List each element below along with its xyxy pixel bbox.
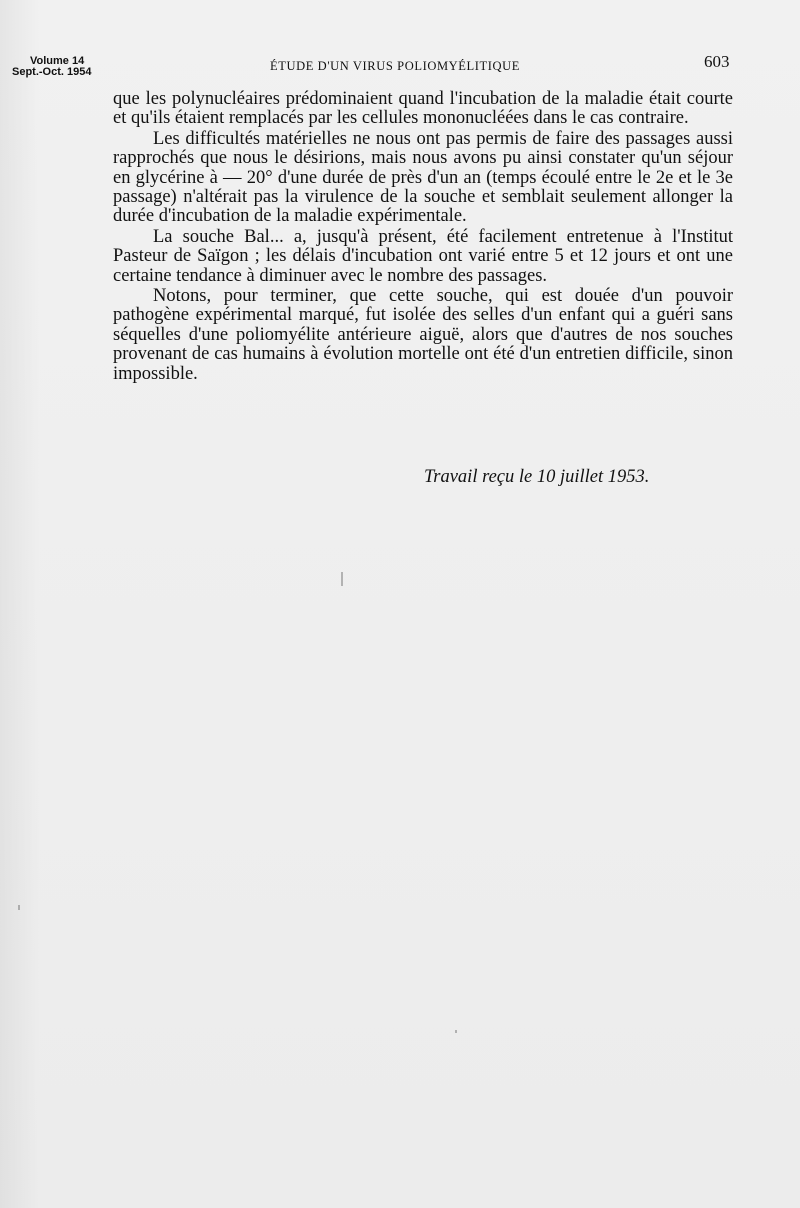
volume-label: Volume 14 — [30, 55, 85, 67]
issue-date: Sept.-Oct. 1954 — [12, 66, 92, 78]
page-number: 603 — [704, 52, 730, 71]
scan-speck — [18, 905, 20, 910]
received-date-note: Travail reçu le 10 juillet 1953. — [424, 467, 650, 487]
paragraph: Notons, pour terminer, que cette souche, qui est douée d'un pouvoir pathogène expérimental marqué, fut isolée des selles d'un enfant qui a guéri sans séquelles d'une poliomyélite antérieure aiguë, alors que d'autres de nos souches provenant de cas humains à évolution mortelle ont été d'un entretien difficile, sinon impossible. — [113, 286, 733, 384]
running-title: ÉTUDE D'UN VIRUS POLIOMYÉLITIQUE — [270, 59, 521, 73]
journal-volume-info — [12, 56, 91, 78]
scan-speck — [455, 1030, 457, 1033]
paragraph: La souche Bal... a, jusqu'à présent, été facilement entretenue à l'Institut Pasteur de Saïgon ; les délais d'incubation ont varié entre 5 et 12 jours et ont une certaine tendance à diminuer avec le nombre des passages. — [113, 226, 733, 286]
paragraph: que les polynucléaires prédominaient quand l'incubation de la maladie était courte et qu'ils étaient remplacés par les cellules mononucléées dans le cas contraire. — [113, 89, 733, 129]
scan-speck — [341, 572, 343, 586]
paragraph: Les difficultés matérielles ne nous ont pas permis de faire des passages aussi rapprochés que nous le désirions, mais nous avons pu ainsi constater qu'un séjour en glycérine à — 20° d'une durée de près d'un an (temps écoulé entre le 2e et le 3e passage) n'altérait pas la virulence de la souche et semblait seulement allonger la durée d'incubation de la maladie expérimentale. — [113, 128, 733, 227]
article-body — [113, 90, 733, 384]
